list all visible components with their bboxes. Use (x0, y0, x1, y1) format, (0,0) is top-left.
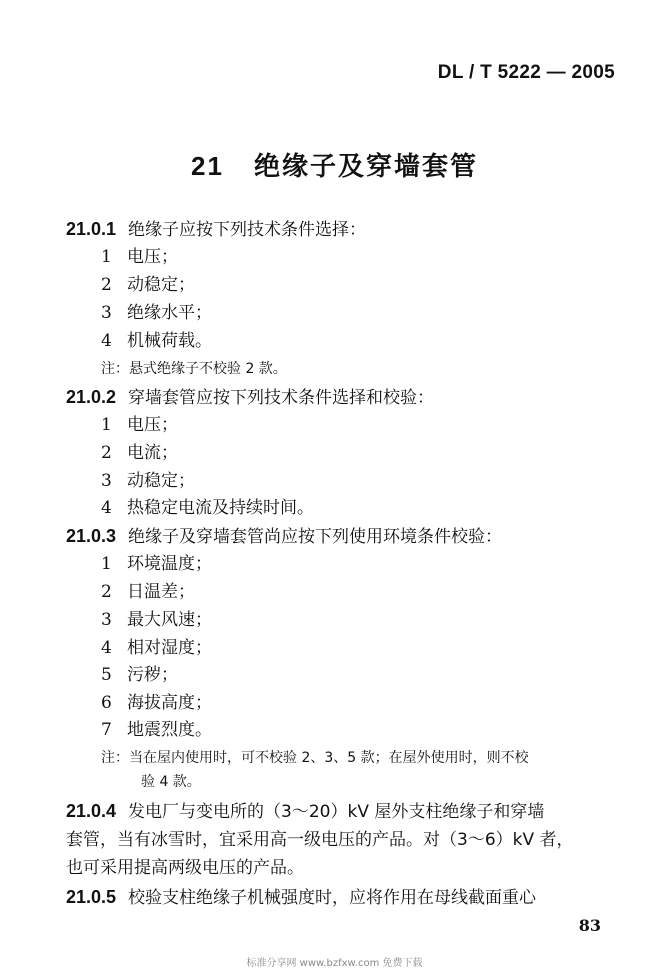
section-21-0-3 (66, 525, 502, 548)
page-number: 83 (578, 916, 601, 935)
section-text: 发电厂与变电所的（3～20）kV 屋外支柱绝缘子和穿墙 (128, 802, 545, 822)
list-item: 6 海拔高度； (101, 693, 212, 713)
list-item: 7 地震烈度。 (101, 720, 212, 740)
section-21-0-5 (66, 886, 536, 909)
section-21-0-4 (66, 800, 544, 823)
list-item: 1 环境温度； (101, 554, 212, 574)
section-text: 绝缘子应按下列技术条件选择： (128, 220, 367, 240)
chapter-number: 21 (191, 151, 224, 181)
section-text: 绝缘子及穿墙套管尚应按下列使用环境条件校验： (128, 527, 503, 547)
list-item: 2 动稳定； (101, 275, 195, 295)
list-item: 1 电压； (101, 415, 178, 435)
section-note: 注：悬式绝缘子不校验 2 款。 (101, 361, 287, 377)
section-note-continued: 验 4 款。 (141, 774, 201, 790)
list-item: 3 动稳定； (101, 471, 195, 491)
list-item: 1 电压； (101, 247, 178, 267)
paragraph-line: 套管，当有冰雪时，宜采用高一级电压的产品。对（3～6）kV 者， (66, 830, 574, 850)
list-item: 2 电流； (101, 443, 178, 463)
section-note: 注：当在屋内使用时，可不校验 2、3、5 款；在屋外使用时，则不校 (101, 750, 529, 766)
section-number: 21.0.3 (66, 526, 117, 546)
chapter-title (0, 146, 669, 183)
section-number: 21.0.1 (66, 219, 117, 239)
list-item: 3 最大风速； (101, 610, 212, 630)
list-item: 4 相对湿度； (101, 638, 212, 658)
list-item: 4 机械荷载。 (101, 331, 212, 351)
section-number: 21.0.2 (66, 387, 117, 407)
list-item: 3 绝缘水平； (101, 303, 212, 323)
footer-watermark: 标准分享网 www.bzfxw.com 免费下载 (246, 958, 423, 969)
section-21-0-1 (66, 218, 366, 241)
paragraph-line: 也可采用提高两级电压的产品。 (66, 858, 304, 878)
section-text: 校验支柱绝缘子机械强度时，应将作用在母线截面重心 (128, 888, 537, 908)
list-item: 2 日温差； (101, 582, 195, 602)
section-text: 穿墙套管应按下列技术条件选择和校验： (128, 388, 435, 408)
standard-code: DL / T 5222 — 2005 (437, 62, 615, 83)
section-number: 21.0.5 (66, 887, 117, 907)
chapter-title-text: 绝缘子及穿墙套管 (253, 152, 478, 182)
list-item: 5 污秽； (101, 665, 178, 685)
list-item: 4 热稳定电流及持续时间。 (101, 498, 314, 518)
section-number: 21.0.4 (66, 801, 117, 821)
section-21-0-2 (66, 386, 434, 409)
